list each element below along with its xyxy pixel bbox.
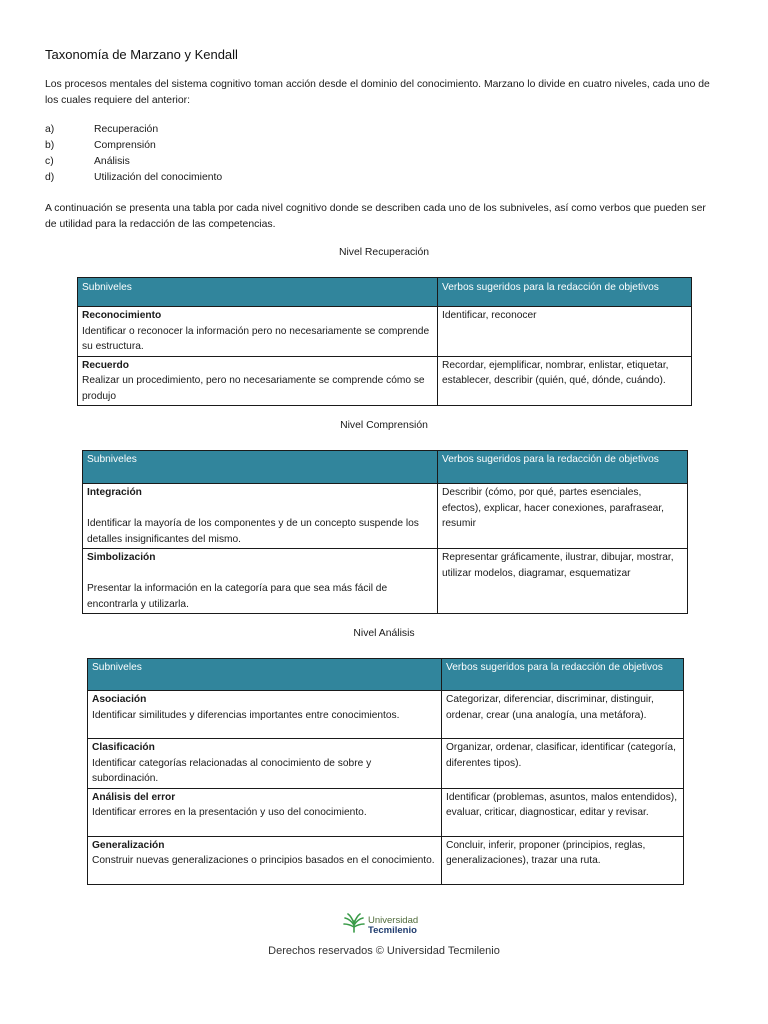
table-row <box>88 788 684 836</box>
subnivel-cell <box>88 739 442 789</box>
list-label: Análisis <box>94 156 130 167</box>
subnivel-name: Clasificación <box>92 742 155 753</box>
subnivel-description: Identificar similitudes y diferencias importantes entre conocimientos. <box>92 709 400 721</box>
subnivel-description: Identificar la mayoría de los componentes y de un concepto suspende los detalles insignificantes del mismo. <box>87 518 419 545</box>
column-header: Verbos sugeridos para la redacción de objetivos <box>442 659 684 691</box>
logo-wordmark <box>368 916 418 936</box>
subnivel-description: Construir nuevas generalizaciones o principios basados en el conocimiento. <box>92 855 435 866</box>
subnivel-cell <box>83 549 438 614</box>
list-marker: c) <box>45 156 54 167</box>
subnivel-description: Realizar un procedimiento, pero no necesariamente se comprende cómo se produjo <box>82 375 425 402</box>
table-row <box>88 836 684 884</box>
column-header: Subniveles <box>88 659 442 691</box>
list-label: Recuperación <box>94 124 159 135</box>
table-row <box>88 691 684 739</box>
verbs-cell: Organizar, ordenar, clasificar, identificar (categoría, diferentes tipos). <box>442 739 684 789</box>
subnivel-cell <box>83 484 438 549</box>
subnivel-name: Asociación <box>92 694 147 705</box>
table-row <box>83 484 688 549</box>
intro-paragraph-2: A continuación se presenta una tabla por cada nivel cognitivo donde se describen cada uno de los subniveles, así como verbos que pueden ser de utilidad para la redacción de las competencias. <box>45 203 706 230</box>
tecmilenio-leaf-icon <box>343 913 365 938</box>
verbs-cell: Describir (cómo, por qué, partes esenciales, efectos), explicar, hacer conexiones, parafrasear, resumir <box>438 484 688 549</box>
column-header: Subniveles <box>83 451 438 484</box>
column-header: Verbos sugeridos para la redacción de objetivos <box>438 278 692 307</box>
table-title-comprension: Nivel Comprensión <box>340 420 428 431</box>
verbs-cell: Categorizar, diferenciar, discriminar, distinguir, ordenar, crear (una analogía, una metáfora). <box>442 691 684 739</box>
logo-line-2: Tecmilenio <box>368 924 417 936</box>
list-marker: a) <box>45 124 55 135</box>
verbs-cell: Concluir, inferir, proponer (principios, reglas, generalizaciones), trazar una ruta. <box>442 836 684 884</box>
table-recuperacion <box>77 277 692 406</box>
subnivel-name: Recuerdo <box>82 359 129 371</box>
table-comprension <box>82 450 688 614</box>
list-label: Utilización del conocimiento <box>94 172 223 183</box>
logo-line-1: Universidad <box>368 914 419 926</box>
subnivel-cell <box>88 788 442 836</box>
subnivel-name: Generalización <box>92 839 165 851</box>
subnivel-description: Identificar errores en la presentación y uso del conocimiento. <box>92 807 367 818</box>
table-row <box>83 549 688 614</box>
subnivel-description: Identificar categorías relacionadas al conocimiento de sobre y subordinación. <box>92 757 372 784</box>
column-header: Verbos sugeridos para la redacción de objetivos <box>438 451 688 484</box>
subnivel-cell <box>88 836 442 884</box>
list-marker: b) <box>45 140 55 151</box>
subnivel-description: Identificar o reconocer la información pero no necesariamente se comprende su estructura. <box>82 325 430 352</box>
table-header-row <box>83 451 688 484</box>
table-analisis <box>87 658 684 885</box>
table-title-analisis: Nivel Análisis <box>353 628 415 639</box>
doc-title: Taxonomía de Marzano y Kendall <box>45 47 238 62</box>
subnivel-description: Presentar la información en la categoría para que sea más fácil de encontrarla y utilizarla. <box>87 583 388 610</box>
verbs-cell: Identificar (problemas, asuntos, malos entendidos), evaluar, criticar, diagnosticar, editar y revisar. <box>442 788 684 836</box>
list-marker: d) <box>45 172 55 183</box>
list-item <box>45 138 222 154</box>
subnivel-name: Análisis del error <box>92 791 176 803</box>
verbs-cell: Recordar, ejemplificar, nombrar, enlistar, etiquetar, establecer, describir (quién, qué, dónde, cuándo). <box>438 356 692 406</box>
table-header-row <box>88 659 684 691</box>
column-header: Subniveles <box>78 278 438 307</box>
table-row <box>78 307 692 357</box>
university-logo <box>343 913 418 938</box>
table-row <box>88 739 684 789</box>
list-item <box>45 170 222 186</box>
list-item <box>45 122 222 138</box>
subnivel-name: Simbolización <box>87 552 156 563</box>
table-header-row <box>78 278 692 307</box>
table-title-recuperacion: Nivel Recuperación <box>338 247 430 258</box>
list-label: Comprensión <box>94 140 156 151</box>
subnivel-name: Reconocimiento <box>82 310 162 321</box>
verbs-cell: Identificar, reconocer <box>438 307 692 357</box>
subnivel-cell <box>78 307 438 357</box>
list-item <box>45 154 222 170</box>
subnivel-name: Integración <box>87 487 142 498</box>
copyright-notice: Derechos reservados © Universidad Tecmilenio <box>268 945 500 957</box>
verbs-cell: Representar gráficamente, ilustrar, dibujar, mostrar, utilizar modelos, diagramar, esquematizar <box>438 549 688 614</box>
subnivel-cell <box>78 356 438 406</box>
table-row <box>78 356 692 406</box>
intro-paragraph: Los procesos mentales del sistema cognitivo toman acción desde el dominio del conocimiento. Marzano lo divide en cuatro niveles, cada uno de los cuales requiere del anterior: <box>45 79 710 106</box>
subnivel-cell <box>88 691 442 739</box>
levels-list <box>45 122 222 186</box>
